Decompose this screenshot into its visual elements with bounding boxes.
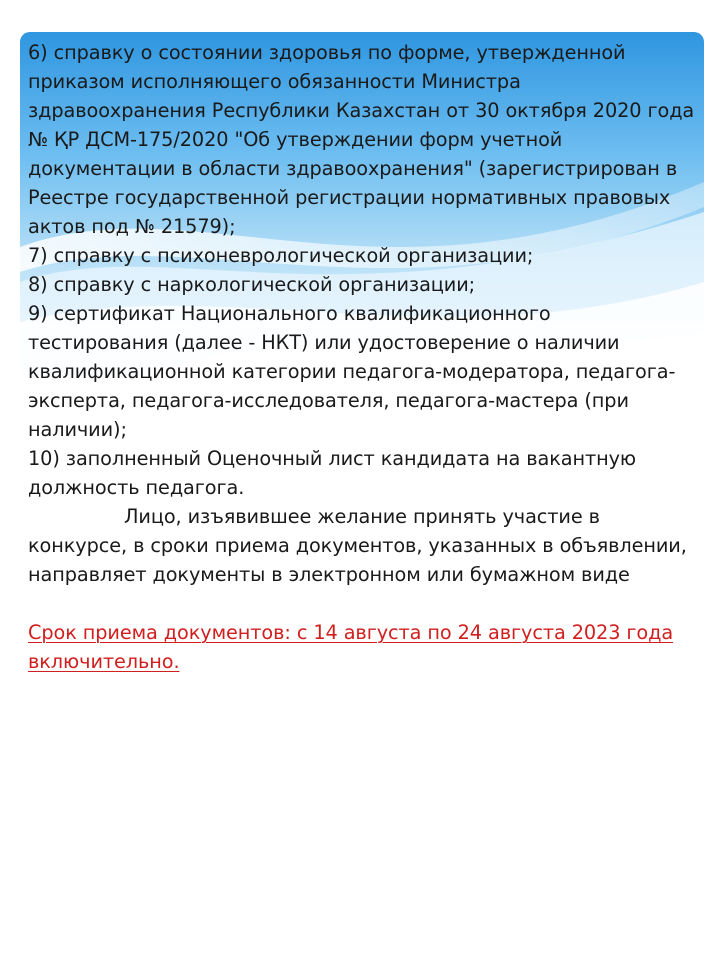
submission-note: Лицо, изъявившее желание принять участие в конкурсе, в сроки приема документов, указанных в объявлении, направляет документы в электронном или бумажном виде (28, 505, 687, 586)
item-6-health-certificate: 6) справку о состоянии здоровья по форме, утвержденной приказом исполняющего обязанности Министра здравоохранения Республики Казахстан от 30 октября 2020 года № ҚР ДСМ-175/2020 "Об утверждении форм учетной документации в области здравоохранения" (зарегистрирован в Реестре государственной регистрации нормативных правовых актов под № 21579); (28, 41, 695, 238)
item-8-narcological-certificate: 8) справку с наркологической организации; (28, 273, 476, 296)
item-9-nkt-certificate: 9) сертификат Национального квалификационного тестирования (далее - НКТ) или удостоверение о наличии квалификационной категории педагога-модератора, педагога-эксперта, педагога-исследователя, педагога-мастера (при наличии); (28, 302, 676, 441)
item-7-psychoneurological-certificate: 7) справку с психоневрологической организации; (28, 244, 534, 267)
document-text (28, 38, 696, 676)
item-10-evaluation-sheet: 10) заполненный Оценочный лист кандидата на вакантную должность педагога. (28, 447, 637, 499)
deadline-notice: Срок приема документов: с 14 августа по 24 августа 2023 года включительно. (28, 621, 674, 673)
spacer (28, 589, 696, 618)
